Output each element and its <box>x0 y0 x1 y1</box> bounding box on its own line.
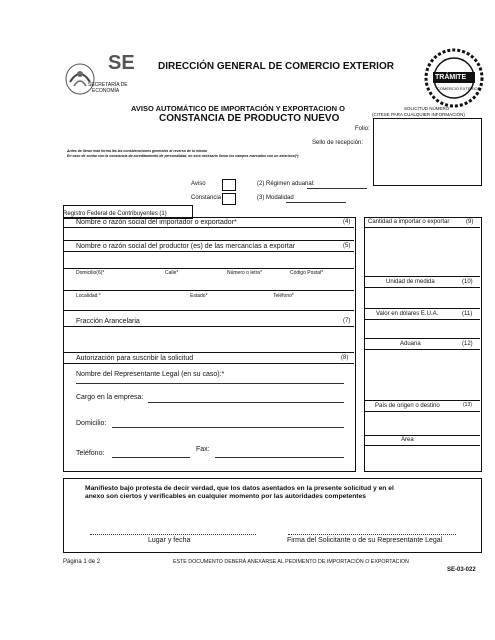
representante-label: Nombre del Representante Legal (en su caso):* <box>76 371 225 378</box>
lugar-fecha-label: Lugar y fecha <box>148 537 191 544</box>
folio-label: Folio: <box>355 126 370 132</box>
declaration-line2: anexo son ciertos y verificables en cualquier momento por las autoridades competentes <box>85 493 366 500</box>
stamp-ring-text: COMERCIO EXTERIOR <box>437 86 481 91</box>
cantidad-num: (9) <box>466 219 474 225</box>
modalidad-label: (3) Modalidad <box>257 195 294 201</box>
calle-label: Calle* <box>165 270 179 276</box>
declaration-line1: Manifiesto bajo protesta de decir verdad, que los datos asentados en la presente solicitud y en el <box>85 485 394 492</box>
regimen-field[interactable] <box>307 188 367 189</box>
cantidad-label: Cantidad a importar o exportar <box>368 219 450 225</box>
representante-field[interactable] <box>76 383 344 384</box>
constancia-checkbox[interactable] <box>222 193 236 205</box>
productor-num: (5) <box>343 243 351 249</box>
fraccion-num: (7) <box>343 318 351 324</box>
subtitle-aviso: AVISO AUTOMÁTICO DE IMPORTACIÓN Y EXPORTACION O <box>131 104 345 113</box>
telefono-small-label: Teléfono* <box>273 293 294 299</box>
solicitud-label: SOLICITUD NÚMERO <box>404 106 450 111</box>
domicilio-label: Domicilio(6)* <box>76 270 105 276</box>
importador-label: Nombre o razón social del importador o exportador* <box>76 219 237 226</box>
localidad-label: Localidad * <box>76 293 101 299</box>
instructions-line1: Antes de llenar esta forma lea las consideraciones generales al reverso de la misma <box>67 149 207 153</box>
valor-label: Valor en dólares E.U.A. <box>376 311 439 317</box>
solicitud-note: (CITESE PARA CUALQUIER INFORMACIÓN) <box>372 112 465 117</box>
logo-mark: SE <box>108 52 135 74</box>
area-label: Área <box>401 437 414 443</box>
fraccion-label: Fracción Arancelaria <box>76 318 140 325</box>
footer-note: ESTE DOCUMENTO DEBERÁ ANEXARSE AL PEDIMENTO DE IMPORTACIÓN O EXPORTACION <box>173 559 409 565</box>
autorizacion-label: Autorización para suscribir la solicitud <box>76 355 194 362</box>
firma-field[interactable] <box>288 534 456 535</box>
pais-label: País de origen o destino <box>375 403 440 409</box>
modalidad-field[interactable] <box>286 202 346 203</box>
importador-num: (4) <box>343 219 351 225</box>
aduana-num: (12) <box>462 341 473 347</box>
aviso-label: Aviso <box>191 181 206 187</box>
aviso-checkbox[interactable] <box>222 179 236 191</box>
fax-label: Fax: <box>196 446 210 453</box>
logo-line1: SECRETARÍA DE <box>88 82 128 88</box>
aduana-label: Aduana <box>400 341 421 347</box>
unidad-label: Unidad de medida <box>386 279 435 285</box>
valor-num: (11) <box>462 311 473 317</box>
left-form-panel <box>63 217 356 472</box>
codigo-postal-label: Código Postal* <box>290 270 324 276</box>
footer-page: Página 1 de 2 <box>63 559 101 565</box>
cargo-field[interactable] <box>148 402 344 403</box>
solicitud-folio-field[interactable] <box>373 118 482 186</box>
fax-field[interactable] <box>215 457 344 458</box>
sello-label: Sello de recepción: <box>312 140 364 146</box>
logo <box>60 52 135 98</box>
page-title: DIRECCIÓN GENERAL DE COMERCIO EXTERIOR <box>158 61 394 72</box>
stamp-seal <box>424 48 484 108</box>
domicilio2-label: Domicilio: <box>76 420 107 427</box>
lugar-fecha-field[interactable] <box>90 534 256 535</box>
cargo-label: Cargo en la empresa: <box>76 394 144 401</box>
rfc-label: Registro Federal de Contribuyentes (1) <box>63 211 167 217</box>
constancia-label: Constancia <box>191 195 222 201</box>
logo-line2: ECONOMÍA <box>92 88 120 94</box>
unidad-num: (10) <box>462 279 473 285</box>
autorizacion-num: (8) <box>341 355 349 361</box>
productor-label: Nombre o razón social del productor (es) de las mercancías a exportar <box>76 243 296 250</box>
estado-label: Estado* <box>190 293 208 299</box>
numero-label: Número o letra* <box>227 270 263 276</box>
pais-num: (13) <box>463 402 472 408</box>
regimen-label: (2) Régimen aduanal: <box>257 181 315 187</box>
domicilio2-field[interactable] <box>112 427 344 428</box>
subtitle-constancia: CONSTANCIA DE PRODUCTO NUEVO <box>159 113 340 124</box>
footer-code: SE-03-022 <box>447 567 476 573</box>
instructions-line2: En caso de contar con la constancia de acreditamiento de personalidad, no será necesario llenar los campos marcados con un asterisco(*) <box>67 154 299 158</box>
telefono-field[interactable] <box>112 457 190 458</box>
telefono-label: Teléfono: <box>76 450 105 457</box>
firma-label: Firma del Solicitante o de su Representante Legal <box>287 537 443 544</box>
stamp-center-text: TRÁMITE <box>435 74 467 81</box>
